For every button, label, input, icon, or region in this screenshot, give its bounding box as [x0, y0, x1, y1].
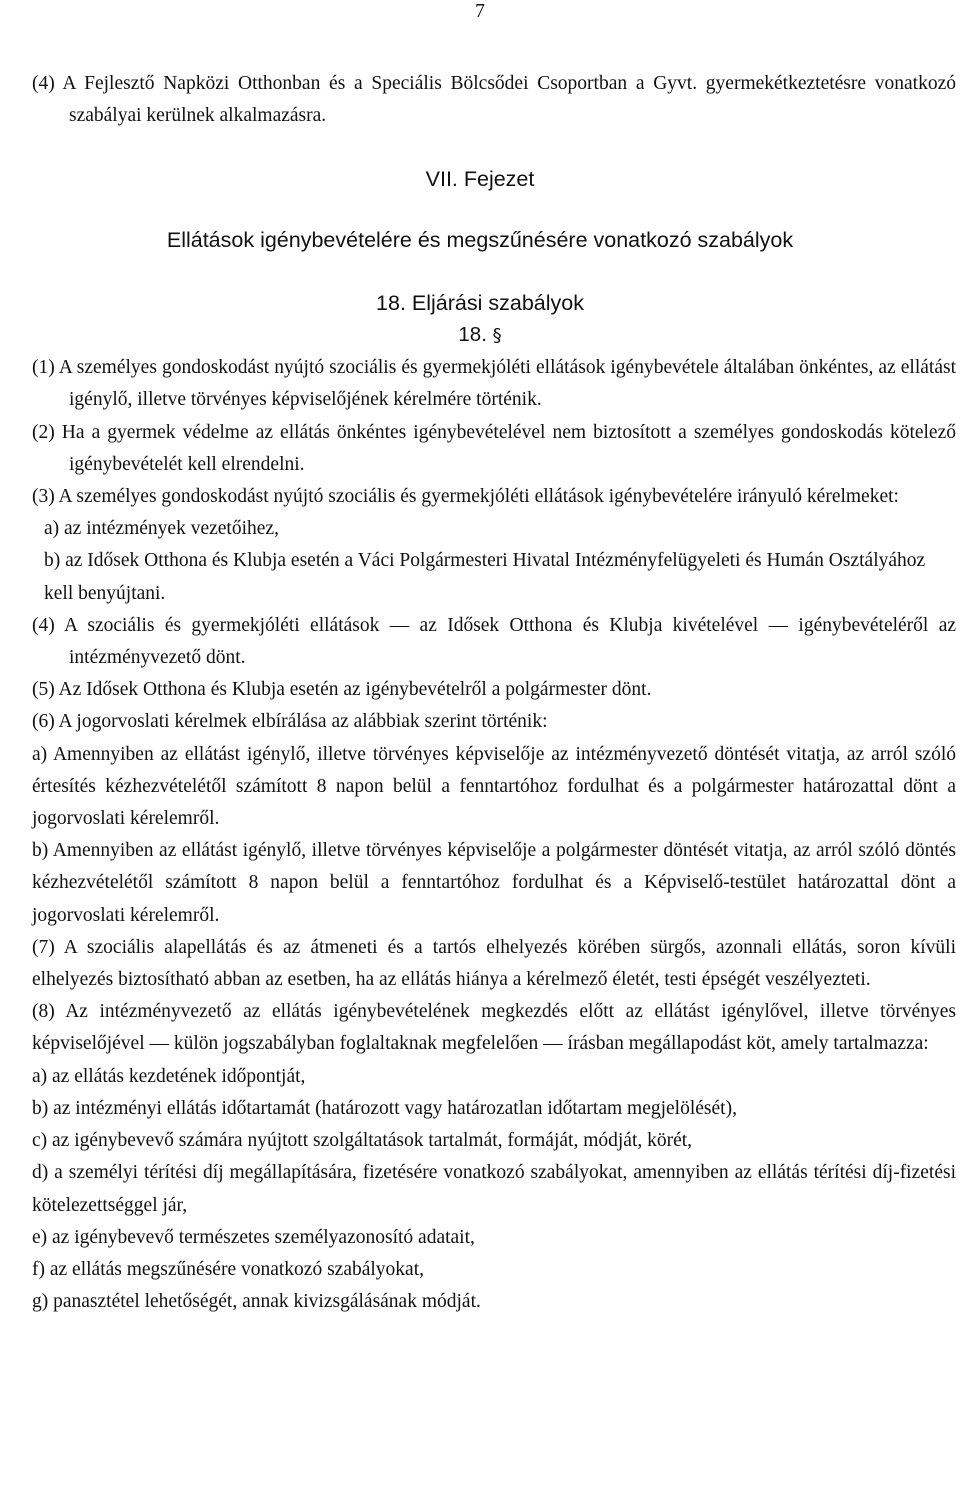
section-label	[0, 319, 960, 352]
section-title: 18. Eljárási szabályok	[376, 290, 584, 315]
chapter-heading: VII. Fejezet	[425, 167, 535, 192]
paragraph-5: (5) Az Idősek Otthona és Klubja esetén az igénybevételről a polgármester dönt.	[32, 679, 652, 701]
paragraph-3: (3) A személyes gondoskodást nyújtó szociális és gyermekjóléti ellátások igénybevételére irányuló kérelmeket:	[32, 486, 899, 508]
paragraph-6: (6) A jogorvoslati kérelmek elbírálása az alábbiak szerint történik:	[32, 711, 548, 733]
paragraph-8-item-g: g) panasztétel lehetőségét, annak kivizsgálásának módját.	[32, 1291, 481, 1313]
paragraph-3-end: kell benyújtani.	[44, 582, 166, 604]
section-sign: §	[492, 325, 502, 347]
paragraph-8-item-e: e) az igénybevevő természetes személyazonosító adatait,	[32, 1226, 475, 1248]
paragraph-8: (8) Az intézményvezető az ellátás igénybevételének megkezdés előtt az ellátást igénylővel, illetve törvényes képviselőjével — külön jogszabályban foglaltaknak megfelelően — írásban megállapodást köt, amely tartalmazza:	[32, 1001, 956, 1055]
paragraph-2: (2) Ha a gyermek védelme az ellátás önkéntes igénybevételével nem biztosított a személyes gondoskodás kötelező igénybevételét kell elrendelni.	[32, 421, 956, 475]
document-body	[0, 68, 960, 1318]
paragraph-8-item-c: c) az igénybevevő számára nyújtott szolgáltatások tartalmát, formáját, módját, körét,	[32, 1130, 693, 1152]
paragraph-8-item-d: d) a személyi térítési díj megállapítására, fizetésére vonatkozó szabályokat, amennyiben az ellátás térítési díj-fizetési kötelezettséggel jár,	[32, 1162, 956, 1216]
chapter-title: Ellátások igénybevételére és megszűnésére vonatkozó szabályok	[166, 227, 794, 252]
paragraph-8-item-a: a) az ellátás kezdetének időpontját,	[32, 1065, 306, 1087]
section-number: 18.	[458, 323, 487, 347]
paragraph-3-item-a: a) az intézmények vezetőihez,	[44, 518, 279, 540]
paragraph-6-item-b: b) Amennyiben az ellátást igénylő, illetve törvényes képviselője a polgármester döntését vitatja, az arról szóló döntés kézhezvételétől számított 8 napon belül a fenntartóhoz fordulhat és a Képviselő-testület határozattal dönt a jogorvoslati kérelemről.	[32, 840, 956, 926]
paragraph-3-item-b: b) az Idősek Otthona és Klubja esetén a Váci Polgármesteri Hivatal Intézményfelügyeleti és Humán Osztályához	[44, 550, 926, 572]
page-number: 7	[475, 1, 485, 22]
paragraph-1: (1) A személyes gondoskodást nyújtó szociális és gyermekjóléti ellátások igénybevétele általában önkéntes, az ellátást igénylő, illetve törvényes képviselőjének kérelmére történik.	[32, 357, 956, 411]
intro-paragraph: (4) A Fejlesztő Napközi Otthonban és a Speciális Bölcsődei Csoportban a Gyvt. gyermekétkeztetésre vonatkozó szabályai kerülnek alkalmazásra.	[32, 73, 956, 127]
paragraph-8-item-b: b) az intézményi ellátás időtartamát (határozott vagy határozatlan időtartam megjelölését),	[32, 1097, 737, 1119]
paragraph-6-item-a: a) Amennyiben az ellátást igénylő, illetve törvényes képviselője az intézményvezető döntését vitatja, az arról szóló értesítés kézhezvételétől számított 8 napon belül a fenntartóhoz fordulhat és a polgármester határozattal dönt a jogorvoslati kérelemről.	[32, 743, 956, 830]
paragraph-4: (4) A szociális és gyermekjóléti ellátások — az Idősek Otthona és Klubja kivételével — igénybevételéről az intézményvezető dönt.	[32, 614, 956, 669]
paragraph-8-item-f: f) az ellátás megszűnésére vonatkozó szabályokat,	[32, 1258, 424, 1280]
paragraph-7: (7) A szociális alapellátás és az átmeneti és a tartós elhelyezés körében sürgős, azonnali ellátás, soron kívüli elhelyezés biztosítható abban az esetben, ha az ellátás hiánya a kérelmező életét, testi épségét veszélyezteti.	[32, 936, 956, 991]
